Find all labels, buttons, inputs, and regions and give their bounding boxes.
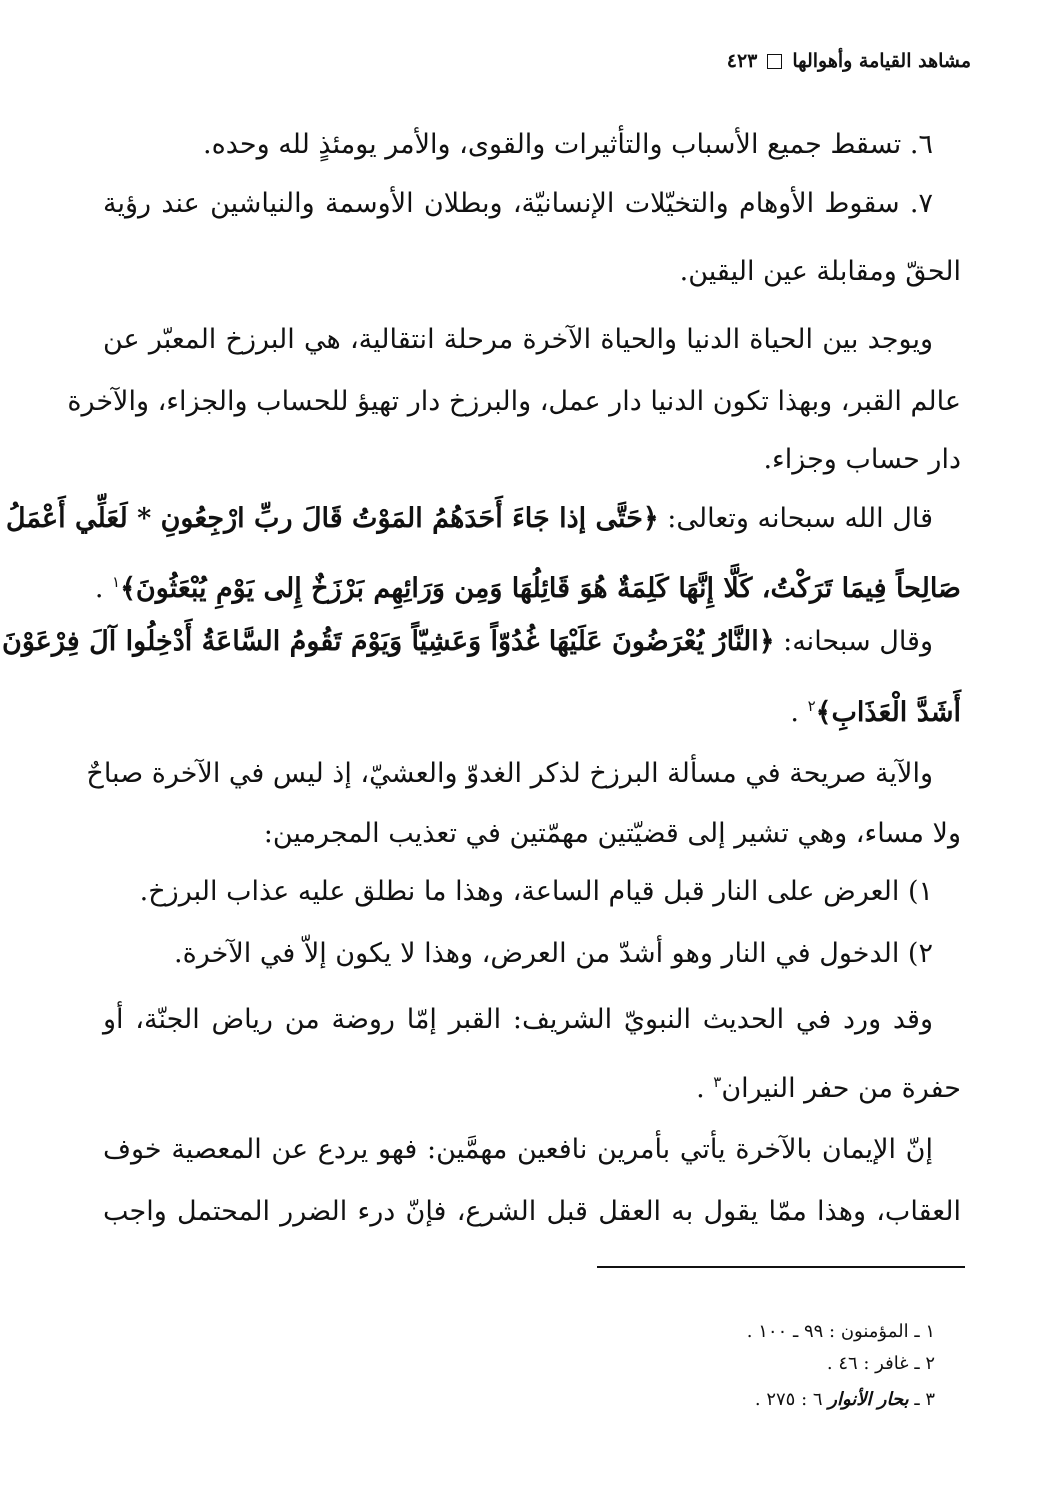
paragraph-text: حفرة من حفر النيران: [721, 1073, 961, 1104]
footnote-3: [755, 1386, 935, 1414]
running-header: [727, 50, 971, 72]
quran-verse: صَالِحاً فِيمَا تَرَكْتُ، كَلَّا إِنَّهَا كَلِمَةٌ هُوَ قَائِلُهَا وَمِن وَرَائِهِم بَرْزَخٌ إِلى يَوْمِ يُبْعَثُونَ﴾: [120, 573, 961, 604]
list-item-7: ٧. سقوط الأوهام والتخيّلات الإنسانيّة، وبطلان الأوسمة والنياشين عند رؤية: [103, 188, 933, 219]
list-item-2: ٢) الدخول في النار وهو أشدّ من العرض، وهذا لا يكون إلاّ في الآخرة.: [174, 938, 933, 969]
paragraph-line: العقاب، وهذا ممّا يقول به العقل قبل الشرع، فإنّ درء الضرر المحتمل واجب: [103, 1196, 961, 1227]
punctuation: .: [790, 697, 808, 728]
paragraph-line: إنّ الإيمان بالآخرة يأتي بأمرين نافعين مهمَّين: فهو يردع عن المعصية خوف: [103, 1134, 933, 1165]
paragraph-line: وقد ورد في الحديث النبويّ الشريف: القبر إمّا روضة من رياض الجنّة، أو: [103, 1004, 933, 1035]
page-number: ٤٢٣: [726, 50, 758, 72]
paragraph-line: [103, 1060, 961, 1111]
footnote-number: ٣ ـ: [908, 1389, 935, 1410]
paragraph-line: دار حساب وجزاء.: [763, 444, 961, 475]
footnote-ref: ٣: [713, 1073, 722, 1091]
quran-quote-line: [2, 620, 961, 664]
book-title: مشاهد القيامة وأهوالها: [792, 50, 971, 72]
quote-intro: وقال سبحانه:: [774, 626, 933, 657]
square-ornament-icon: [767, 54, 782, 69]
quran-quote-line: [103, 684, 961, 735]
paragraph-line: والآية صريحة في مسألة البرزخ لذكر الغدوّ والعشيّ، إذ ليس في الآخرة صباحٌ: [86, 758, 933, 789]
list-item-6: ٦. تسقط جميع الأسباب والتأثيرات والقوى، والأمر يومئذٍ لله وحده.: [202, 129, 933, 160]
footnote-ref: ١: [112, 573, 121, 591]
list-item-1: ١) العرض على النار قبل قيام الساعة، وهذا ما نطلق عليه عذاب البرزخ.: [139, 876, 933, 907]
punctuation: .: [696, 1073, 714, 1104]
footnote-ref: ٢: [807, 697, 816, 715]
footnote-2: ٢ ـ غافر : ٤٦ .: [826, 1353, 935, 1374]
paragraph-line: عالم القبر، وبهذا تكون الدنيا دار عمل، والبرزخ دار تهيؤ للحساب والجزاء، والآخرة: [67, 386, 961, 417]
paragraph-line: ولا مساء، وهي تشير إلى قضيّتين مهمّتين في تعذيب المجرمين:: [263, 818, 961, 849]
source-reference: ٦ : ٢٧٥ .: [754, 1389, 829, 1410]
source-title: بحار الأنوار: [828, 1389, 909, 1410]
footnote-divider: [597, 1266, 965, 1268]
quran-verse: أَشَدَّ الْعَذَابِ﴾: [815, 697, 961, 728]
quote-intro: قال الله سبحانه وتعالى:: [658, 503, 933, 534]
footnote-1: ١ ـ المؤمنون : ٩٩ ـ ١٠٠ .: [746, 1321, 935, 1342]
quran-quote-line: [5, 497, 961, 541]
quran-quote-line: [94, 560, 961, 611]
list-item-7-cont: الحقّ ومقابلة عين اليقين.: [679, 256, 961, 287]
quran-verse: ﴿النَّارُ يُعْرَضُونَ عَلَيْهَا غُدُوّاً وَعَشِيّاً وَيَوْمَ تَقُومُ السَّاعَةُ أَدْخِلُوا آلَ فِرْعَوْنَ: [2, 626, 775, 657]
quran-verse: ﴿حَتَّى إذا جَاءَ أَحَدَهُمُ المَوْتُ قَالَ ربِّ ارْجِعُونِ * لَعَلِّي أَعْمَلُ: [5, 503, 659, 534]
punctuation: .: [94, 573, 113, 604]
paragraph-line: ويوجد بين الحياة الدنيا والحياة الآخرة مرحلة انتقالية، هي البرزخ المعبّر عن: [103, 324, 933, 355]
